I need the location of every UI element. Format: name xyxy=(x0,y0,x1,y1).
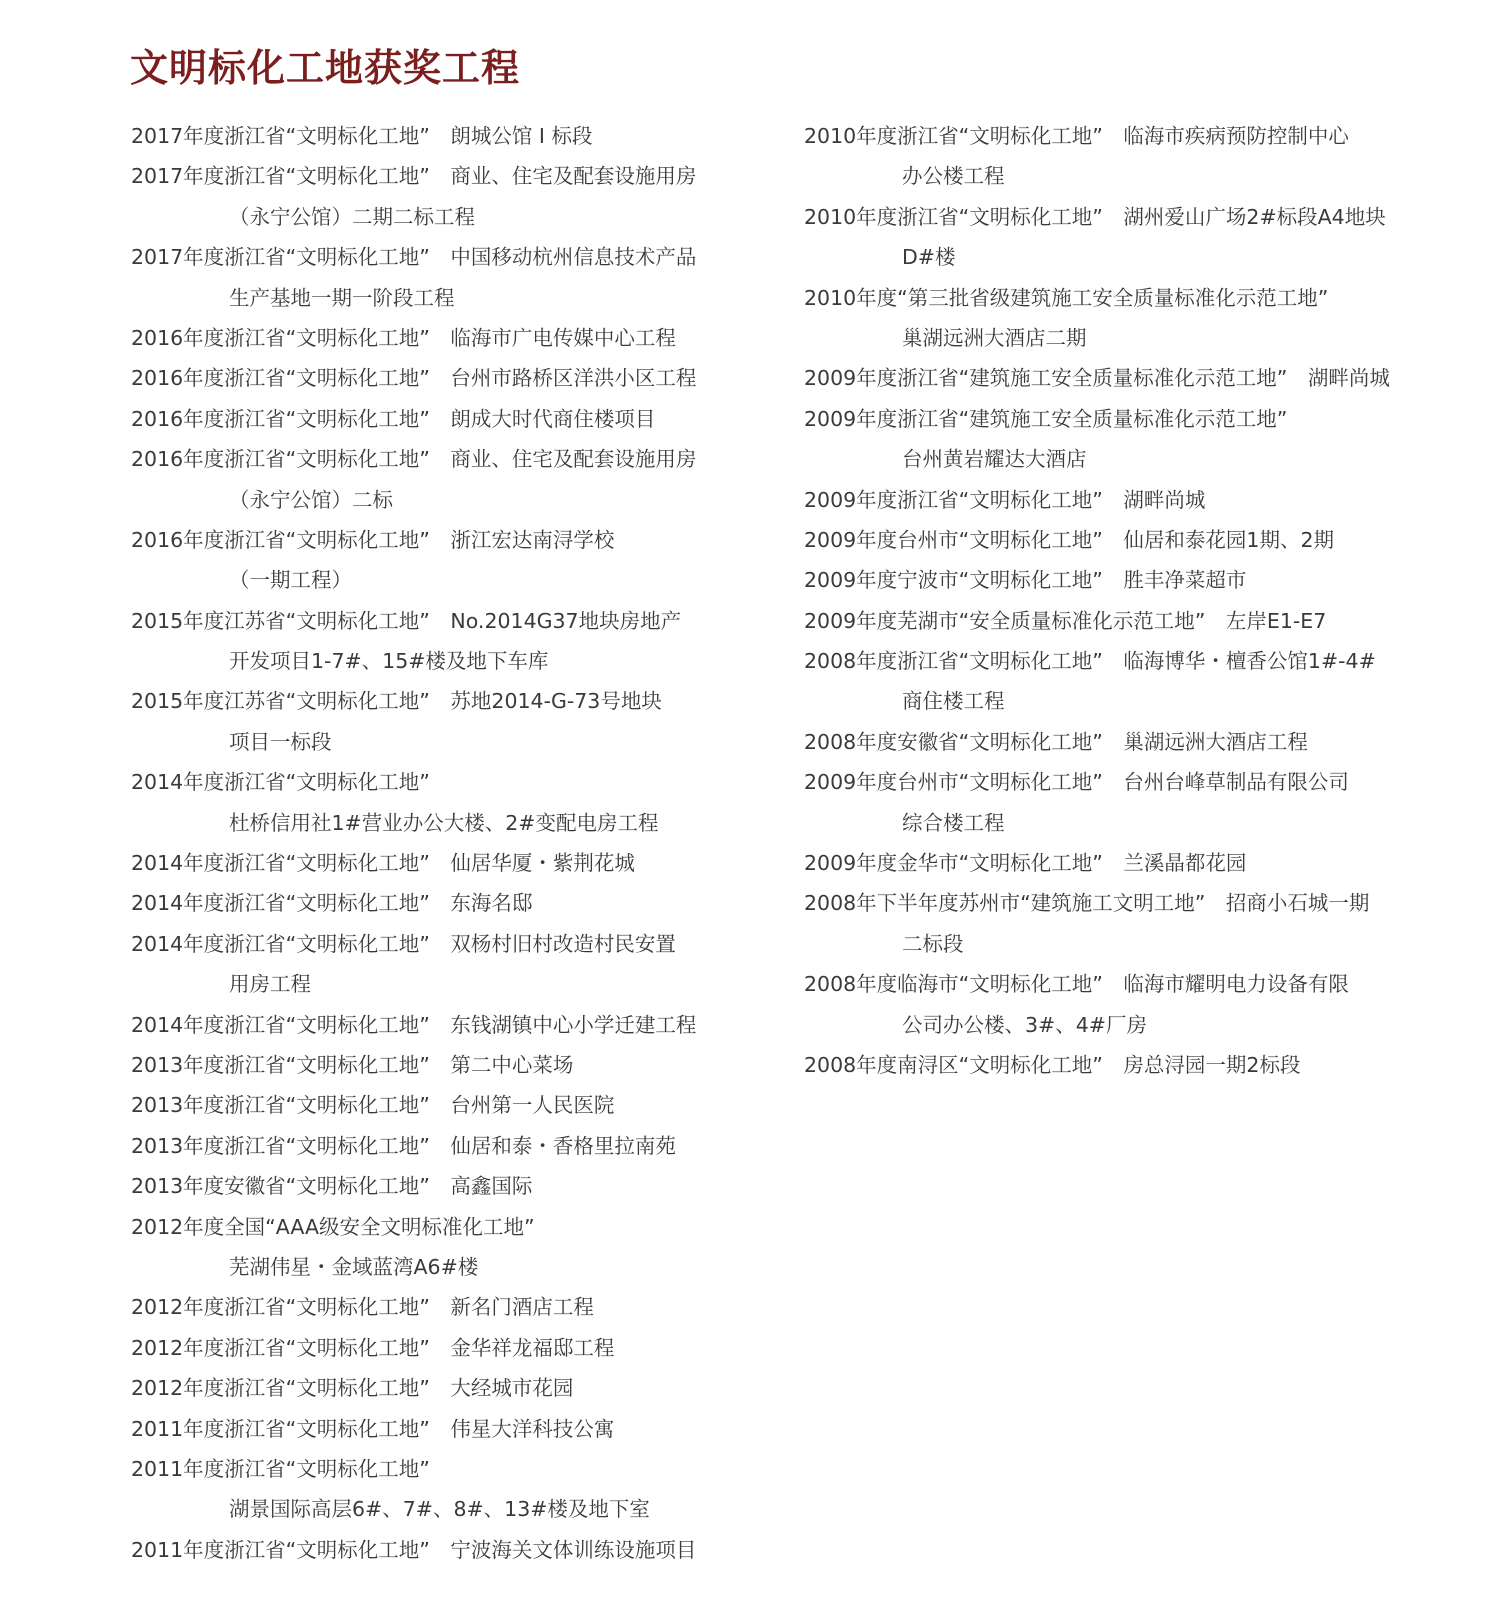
award-entry xyxy=(804,641,1494,722)
award-line: 2008年度临海市“文明标化工地” 临海市耀明电力设备有限 xyxy=(804,972,1349,997)
award-entry xyxy=(131,1126,771,1166)
award-list-right xyxy=(804,116,1494,1085)
award-line-continuation: （永宁公馆）二期二标工程 xyxy=(229,204,475,229)
award-entry xyxy=(131,1287,771,1327)
award-entry xyxy=(804,601,1494,641)
award-entry xyxy=(131,601,771,682)
award-line: 2015年度江苏省“文明标化工地” No.2014G37地块房地产 xyxy=(131,608,682,633)
award-line: 2012年度全国“AAA级安全文明标准化工地” xyxy=(131,1214,535,1239)
award-list-left xyxy=(131,116,771,1570)
award-line: 2010年度浙江省“文明标化工地” 临海市疾病预防控制中心 xyxy=(804,124,1349,148)
award-entry xyxy=(131,1530,771,1570)
award-entry xyxy=(131,399,771,439)
award-line: 2008年度安徽省“文明标化工地” 巢湖远洲大酒店工程 xyxy=(804,729,1308,754)
award-entry xyxy=(131,1005,771,1045)
award-line: 2013年度浙江省“文明标化工地” 台州第一人民医院 xyxy=(131,1093,615,1118)
award-line: 2016年度浙江省“文明标化工地” 浙江宏达南浔学校 xyxy=(131,527,615,552)
award-entry xyxy=(131,116,771,156)
award-entry xyxy=(131,681,771,762)
award-line: 2012年度浙江省“文明标化工地” 大经城市花园 xyxy=(131,1376,574,1401)
award-entry xyxy=(131,439,771,520)
award-entry xyxy=(804,843,1494,883)
award-line: 2009年度台州市“文明标化工地” 台州台峰草制品有限公司 xyxy=(804,770,1349,795)
award-entry xyxy=(131,924,771,1005)
award-line: 2014年度浙江省“文明标化工地” 双杨村旧村改造村民安置 xyxy=(131,931,676,956)
award-line: 2009年度浙江省“文明标化工地” 湖畔尚城 xyxy=(804,487,1206,512)
award-line: 2011年度浙江省“文明标化工地” xyxy=(131,1456,430,1481)
award-entry xyxy=(131,1328,771,1368)
award-line: 2014年度浙江省“文明标化工地” xyxy=(131,770,430,795)
award-entry xyxy=(131,1368,771,1408)
award-entry xyxy=(131,1166,771,1206)
award-entry xyxy=(804,278,1494,359)
award-line: 2011年度浙江省“文明标化工地” 宁波海关文体训练设施项目 xyxy=(131,1537,697,1562)
award-line-continuation: 公司办公楼、3#、4#厂房 xyxy=(902,1012,1147,1037)
award-line: 2017年度浙江省“文明标化工地” 中国移动杭州信息技术产品 xyxy=(131,245,697,270)
award-line: 2010年度浙江省“文明标化工地” 湖州爱山广场2#标段A4地块 xyxy=(804,204,1386,229)
award-line: 2009年度台州市“文明标化工地” 仙居和泰花园1期、2期 xyxy=(804,527,1334,552)
award-line: 2016年度浙江省“文明标化工地” 朗成大时代商住楼项目 xyxy=(131,406,656,431)
award-line-continuation: 巢湖远洲大酒店二期 xyxy=(902,325,1087,350)
award-entry xyxy=(804,1045,1494,1085)
award-entry xyxy=(804,762,1494,843)
award-entry xyxy=(131,1207,771,1288)
page-title: 文明标化工地获奖工程 xyxy=(130,46,521,90)
award-entry xyxy=(131,237,771,318)
award-entry xyxy=(804,358,1494,398)
award-line-continuation: 项目一标段 xyxy=(229,729,332,754)
award-line: 2013年度安徽省“文明标化工地” 高鑫国际 xyxy=(131,1174,533,1199)
award-line: 2014年度浙江省“文明标化工地” 东钱湖镇中心小学迁建工程 xyxy=(131,1012,697,1037)
award-line: 2015年度江苏省“文明标化工地” 苏地2014-G-73号地块 xyxy=(131,689,662,714)
award-line: 2010年度“第三批省级建筑施工安全质量标准化示范工地” xyxy=(804,285,1329,310)
award-line: 2011年度浙江省“文明标化工地” 伟星大洋科技公寓 xyxy=(131,1416,615,1441)
award-entry xyxy=(131,1409,771,1449)
award-line: 2009年度浙江省“建筑施工安全质量标准化示范工地” 湖畔尚城 xyxy=(804,366,1390,391)
award-line: 2013年度浙江省“文明标化工地” 仙居和泰・香格里拉南苑 xyxy=(131,1133,676,1158)
award-line: 2016年度浙江省“文明标化工地” 台州市路桥区洋洪小区工程 xyxy=(131,366,697,391)
award-line-continuation: 芜湖伟星・金域蓝湾A6#楼 xyxy=(229,1254,479,1279)
award-line: 2008年度南浔区“文明标化工地” 房总浔园一期2标段 xyxy=(804,1052,1301,1077)
award-line-continuation: （一期工程） xyxy=(229,568,352,593)
award-entry xyxy=(804,116,1494,197)
award-line: 2013年度浙江省“文明标化工地” 第二中心菜场 xyxy=(131,1052,574,1077)
award-line-continuation: 二标段 xyxy=(902,931,964,956)
award-line: 2009年度芜湖市“安全质量标准化示范工地” 左岸E1-E7 xyxy=(804,608,1327,633)
award-line: 2016年度浙江省“文明标化工地” 临海市广电传媒中心工程 xyxy=(131,325,676,350)
award-entry xyxy=(131,1045,771,1085)
award-entry xyxy=(804,560,1494,600)
award-line: 2017年度浙江省“文明标化工地” 商业、住宅及配套设施用房 xyxy=(131,164,697,189)
award-line: 2008年下半年度苏州市“建筑施工文明工地” 招商小石城一期 xyxy=(804,891,1370,916)
award-line: 2016年度浙江省“文明标化工地” 商业、住宅及配套设施用房 xyxy=(131,447,697,472)
award-line: 2008年度浙江省“文明标化工地” 临海博华・檀香公馆1#-4# xyxy=(804,649,1376,674)
award-entry xyxy=(131,1085,771,1125)
award-entry xyxy=(804,964,1494,1045)
award-line-continuation: 商住楼工程 xyxy=(902,689,1005,714)
award-line-continuation: 杜桥信用社1#营业办公大楼、2#变配电房工程 xyxy=(229,810,659,835)
award-line-continuation: 湖景国际高层6#、7#、8#、13#楼及地下室 xyxy=(229,1497,650,1522)
award-entry xyxy=(131,762,771,843)
award-line-continuation: 用房工程 xyxy=(229,972,311,997)
award-line: 2014年度浙江省“文明标化工地” 东海名邸 xyxy=(131,891,533,916)
award-line: 2012年度浙江省“文明标化工地” 金华祥龙福邸工程 xyxy=(131,1335,615,1360)
award-line: 2009年度宁波市“文明标化工地” 胜丰净菜超市 xyxy=(804,568,1247,593)
award-entry xyxy=(131,520,771,601)
award-entry xyxy=(804,722,1494,762)
award-line-continuation: 生产基地一期一阶段工程 xyxy=(229,285,455,310)
award-entry xyxy=(131,883,771,923)
award-entry xyxy=(804,883,1494,964)
award-entry xyxy=(131,843,771,883)
award-line-continuation: 办公楼工程 xyxy=(902,164,1005,189)
award-entry xyxy=(804,399,1494,480)
award-entry xyxy=(131,156,771,237)
award-entry xyxy=(804,520,1494,560)
award-line: 2014年度浙江省“文明标化工地” 仙居华厦・紫荆花城 xyxy=(131,851,635,876)
award-entry xyxy=(131,358,771,398)
award-line-continuation: 开发项目1-7#、15#楼及地下车库 xyxy=(229,649,549,674)
award-line: 2009年度金华市“文明标化工地” 兰溪晶都花园 xyxy=(804,851,1247,876)
award-line-continuation: 综合楼工程 xyxy=(902,810,1005,835)
award-entry xyxy=(131,1449,771,1530)
award-entry xyxy=(804,480,1494,520)
award-line-continuation: 台州黄岩耀达大酒店 xyxy=(902,447,1087,472)
award-entry xyxy=(804,197,1494,278)
award-line: 2012年度浙江省“文明标化工地” 新名门酒店工程 xyxy=(131,1295,594,1320)
award-line-continuation: D#楼 xyxy=(902,245,956,270)
award-line: 2009年度浙江省“建筑施工安全质量标准化示范工地” xyxy=(804,406,1288,431)
award-entry xyxy=(131,318,771,358)
award-line: 2017年度浙江省“文明标化工地” 朗城公馆 I 标段 xyxy=(131,124,593,148)
award-line-continuation: （永宁公馆）二标 xyxy=(229,487,393,512)
